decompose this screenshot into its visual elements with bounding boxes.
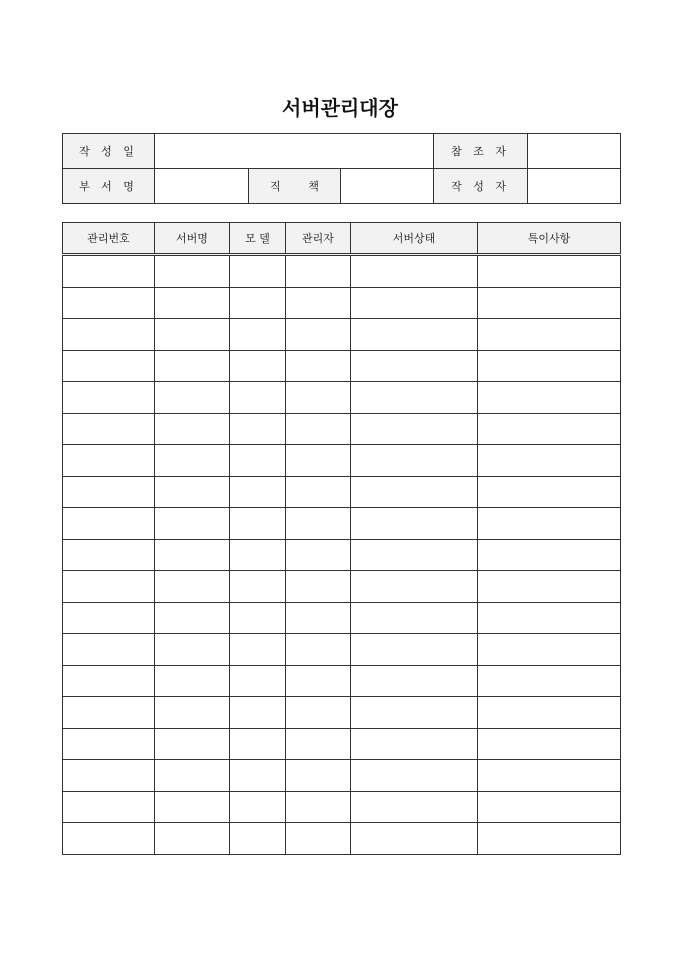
manager-cell[interactable] [286,539,351,571]
notes-cell[interactable] [478,823,621,855]
status-cell[interactable] [351,319,478,351]
model-cell[interactable] [230,571,286,603]
manager-cell[interactable] [286,413,351,445]
notes-cell[interactable] [478,571,621,603]
manager-cell[interactable] [286,571,351,603]
notes-cell[interactable] [478,382,621,414]
manager-cell[interactable] [286,634,351,666]
department-label: 부 서 명 [63,169,155,204]
manager-cell[interactable] [286,255,351,288]
server-name-cell[interactable] [155,382,230,414]
id-cell[interactable] [63,571,155,603]
status-cell[interactable] [351,382,478,414]
id-cell[interactable] [63,539,155,571]
notes-cell[interactable] [478,508,621,540]
table-row [63,350,621,382]
id-cell[interactable] [63,350,155,382]
manager-cell[interactable] [286,823,351,855]
written-date-field[interactable] [155,134,434,169]
ledger-header-row [63,223,621,255]
server-name-cell[interactable] [155,287,230,319]
status-cell[interactable] [351,476,478,508]
model-cell[interactable] [230,382,286,414]
table-row [63,539,621,571]
status-cell[interactable] [351,823,478,855]
id-cell[interactable] [63,476,155,508]
server-name-cell[interactable] [155,476,230,508]
model-cell[interactable] [230,539,286,571]
column-header-notes: 특이사항 [478,223,621,255]
id-cell[interactable] [63,697,155,729]
notes-cell[interactable] [478,634,621,666]
manager-cell[interactable] [286,697,351,729]
server-name-cell[interactable] [155,634,230,666]
status-cell[interactable] [351,571,478,603]
department-field[interactable] [155,169,249,204]
manager-cell[interactable] [286,508,351,540]
manager-cell[interactable] [286,382,351,414]
manager-cell[interactable] [286,760,351,792]
notes-cell[interactable] [478,791,621,823]
server-ledger-table [62,222,621,855]
status-cell[interactable] [351,539,478,571]
table-row [63,476,621,508]
column-header-manager: 관리자 [286,223,351,255]
status-cell[interactable] [351,602,478,634]
status-cell[interactable] [351,697,478,729]
manager-cell[interactable] [286,319,351,351]
model-cell[interactable] [230,728,286,760]
model-cell[interactable] [230,602,286,634]
table-row [63,634,621,666]
server-name-cell[interactable] [155,728,230,760]
notes-cell[interactable] [478,319,621,351]
notes-cell[interactable] [478,728,621,760]
model-cell[interactable] [230,634,286,666]
server-name-cell[interactable] [155,602,230,634]
column-header-id: 관리번호 [63,223,155,255]
table-row [63,602,621,634]
table-row [63,760,621,792]
manager-cell[interactable] [286,791,351,823]
manager-cell[interactable] [286,287,351,319]
id-cell[interactable] [63,287,155,319]
id-cell[interactable] [63,634,155,666]
referrer-label: 참 조 자 [434,134,528,169]
id-cell[interactable] [63,255,155,288]
model-cell[interactable] [230,791,286,823]
id-cell[interactable] [63,319,155,351]
server-name-cell[interactable] [155,539,230,571]
notes-cell[interactable] [478,539,621,571]
id-cell[interactable] [63,508,155,540]
status-cell[interactable] [351,791,478,823]
model-cell[interactable] [230,413,286,445]
column-header-server-name: 서버명 [155,223,230,255]
page-title: 서버관리대장 [282,96,398,120]
table-row [63,823,621,855]
status-cell[interactable] [351,634,478,666]
author-label: 작 성 자 [434,169,528,204]
notes-cell[interactable] [478,476,621,508]
id-cell[interactable] [63,665,155,697]
model-cell[interactable] [230,350,286,382]
manager-cell[interactable] [286,665,351,697]
notes-cell[interactable] [478,697,621,729]
author-field[interactable] [528,169,621,204]
table-row [63,665,621,697]
id-cell[interactable] [63,382,155,414]
model-cell[interactable] [230,476,286,508]
server-name-cell[interactable] [155,319,230,351]
status-cell[interactable] [351,287,478,319]
id-cell[interactable] [63,760,155,792]
server-name-cell[interactable] [155,413,230,445]
notes-cell[interactable] [478,255,621,288]
position-label: 직 책 [249,169,341,204]
model-cell[interactable] [230,319,286,351]
notes-cell[interactable] [478,602,621,634]
column-header-model: 모 델 [230,223,286,255]
status-cell[interactable] [351,350,478,382]
table-row [63,319,621,351]
notes-cell[interactable] [478,445,621,477]
server-name-cell[interactable] [155,255,230,288]
manager-cell[interactable] [286,476,351,508]
server-name-cell[interactable] [155,823,230,855]
status-cell[interactable] [351,728,478,760]
notes-cell[interactable] [478,350,621,382]
status-cell[interactable] [351,413,478,445]
info-row-1 [63,134,621,169]
status-cell[interactable] [351,665,478,697]
server-name-cell[interactable] [155,350,230,382]
manager-cell[interactable] [286,445,351,477]
info-table [62,133,621,204]
model-cell[interactable] [230,823,286,855]
table-row [63,255,621,288]
id-cell[interactable] [63,728,155,760]
status-cell[interactable] [351,760,478,792]
table-row [63,508,621,540]
server-name-cell[interactable] [155,508,230,540]
notes-cell[interactable] [478,287,621,319]
model-cell[interactable] [230,287,286,319]
server-name-cell[interactable] [155,791,230,823]
table-row [63,382,621,414]
model-cell[interactable] [230,255,286,288]
referrer-field[interactable] [528,134,621,169]
model-cell[interactable] [230,697,286,729]
manager-cell[interactable] [286,350,351,382]
table-row [63,697,621,729]
table-row [63,791,621,823]
table-row [63,413,621,445]
status-cell[interactable] [351,445,478,477]
table-row [63,571,621,603]
position-field[interactable] [341,169,434,204]
server-name-cell[interactable] [155,445,230,477]
model-cell[interactable] [230,445,286,477]
model-cell[interactable] [230,665,286,697]
model-cell[interactable] [230,508,286,540]
id-cell[interactable] [63,823,155,855]
table-row [63,728,621,760]
server-name-cell[interactable] [155,571,230,603]
info-row-2 [63,169,621,204]
model-cell[interactable] [230,760,286,792]
id-cell[interactable] [63,602,155,634]
table-row [63,445,621,477]
notes-cell[interactable] [478,413,621,445]
server-name-cell[interactable] [155,665,230,697]
status-cell[interactable] [351,508,478,540]
status-cell[interactable] [351,255,478,288]
written-date-label: 작 성 일 [63,134,155,169]
server-name-cell[interactable] [155,697,230,729]
manager-cell[interactable] [286,602,351,634]
id-cell[interactable] [63,445,155,477]
column-header-status: 서버상태 [351,223,478,255]
id-cell[interactable] [63,413,155,445]
notes-cell[interactable] [478,760,621,792]
table-row [63,287,621,319]
id-cell[interactable] [63,791,155,823]
server-name-cell[interactable] [155,760,230,792]
notes-cell[interactable] [478,665,621,697]
manager-cell[interactable] [286,728,351,760]
